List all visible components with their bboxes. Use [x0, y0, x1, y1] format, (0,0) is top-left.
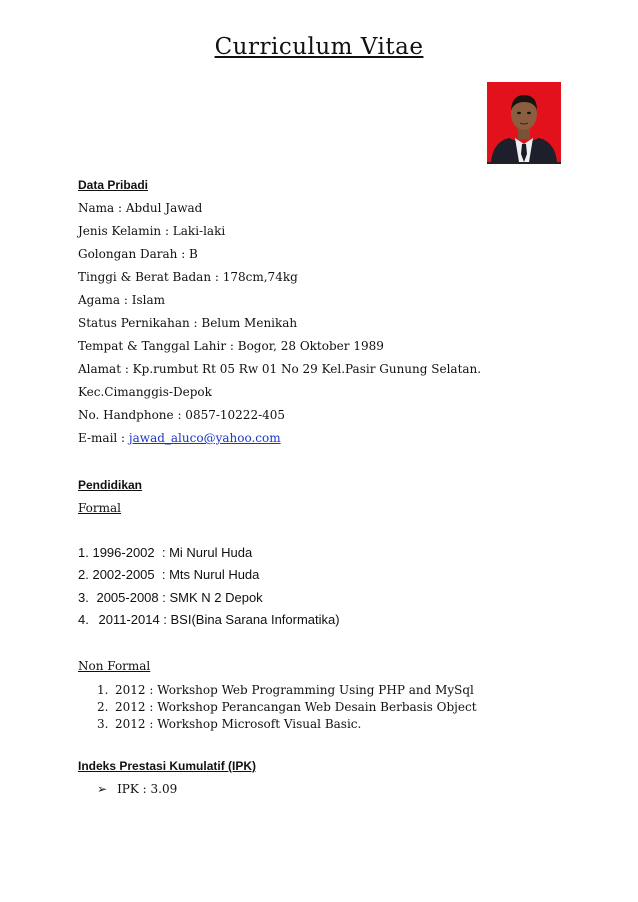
info-line-jenis-kelamin: Jenis Kelamin : Laki-laki [78, 224, 226, 238]
profile-photo [487, 82, 561, 164]
person-photo-icon [487, 82, 561, 162]
list-item-non-formal [97, 682, 474, 698]
list-item-text: 2012 : Workshop Microsoft Visual Basic. [115, 717, 362, 731]
info-line-tempat-tanggal-lahir: Tempat & Tanggal Lahir : Bogor, 28 Oktober 1989 [78, 339, 384, 353]
email-link[interactable]: jawad_aluco@yahoo.com [128, 431, 281, 445]
list-item-text: 2012 : Workshop Web Programming Using PHP and MySql [115, 683, 474, 697]
list-item-non-formal [97, 716, 361, 732]
list-item-text: 1996-2002 : Mi Nurul Huda [92, 545, 253, 560]
list-number: 1. [78, 545, 89, 560]
info-line-alamat: Alamat : Kp.rumbut Rt 05 Rw 01 No 29 Kel.Pasir Gunung Selatan. [78, 362, 482, 376]
info-line-tinggi-berat: Tinggi & Berat Badan : 178cm,74kg [78, 270, 298, 284]
section-heading-ipk: Indeks Prestasi Kumulatif (IPK) [78, 759, 257, 773]
list-number: 4. [78, 612, 89, 627]
list-number: 2. [78, 567, 89, 582]
list-item-non-formal [97, 699, 477, 715]
list-item-text: 2011-2014 : BSI(Bina Sarana Informatika) [98, 612, 340, 627]
arrow-bullet-icon: ➢ [97, 782, 108, 796]
list-number: 3. [78, 590, 89, 605]
list-item-formal [78, 590, 263, 606]
section-heading-pendidikan: Pendidikan [78, 478, 143, 492]
subheading-non-formal: Non Formal [78, 659, 151, 673]
list-number: 3. [97, 717, 109, 731]
info-line-handphone: No. Handphone : 0857-10222-405 [78, 408, 286, 422]
subheading-formal: Formal [78, 501, 122, 515]
email-label: E-mail : [78, 431, 129, 445]
info-line-agama: Agama : Islam [78, 293, 165, 307]
list-number: 2. [97, 700, 109, 714]
list-item-ipk [97, 781, 177, 797]
list-item-formal [78, 612, 340, 628]
list-number: 1. [97, 683, 109, 697]
list-item-text: 2002-2005 : Mts Nurul Huda [92, 567, 260, 582]
section-heading-data-pribadi: Data Pribadi [78, 178, 149, 192]
list-item-text: 2012 : Workshop Perancangan Web Desain Berbasis Object [115, 700, 477, 714]
info-line-status-pernikahan: Status Pernikahan : Belum Menikah [78, 316, 298, 330]
page-title: Curriculum Vitae [214, 34, 424, 60]
list-item-formal [78, 545, 252, 561]
info-line-nama: Nama : Abdul Jawad [78, 201, 203, 215]
ipk-value: IPK : 3.09 [117, 782, 178, 796]
list-item-formal [78, 567, 259, 583]
info-line-email [78, 430, 281, 446]
list-item-text: 2005-2008 : SMK N 2 Depok [96, 590, 263, 605]
info-line-golongan-darah: Golongan Darah : B [78, 247, 198, 261]
info-line-alamat-kecamatan: Kec.Cimanggis-Depok [78, 385, 212, 399]
